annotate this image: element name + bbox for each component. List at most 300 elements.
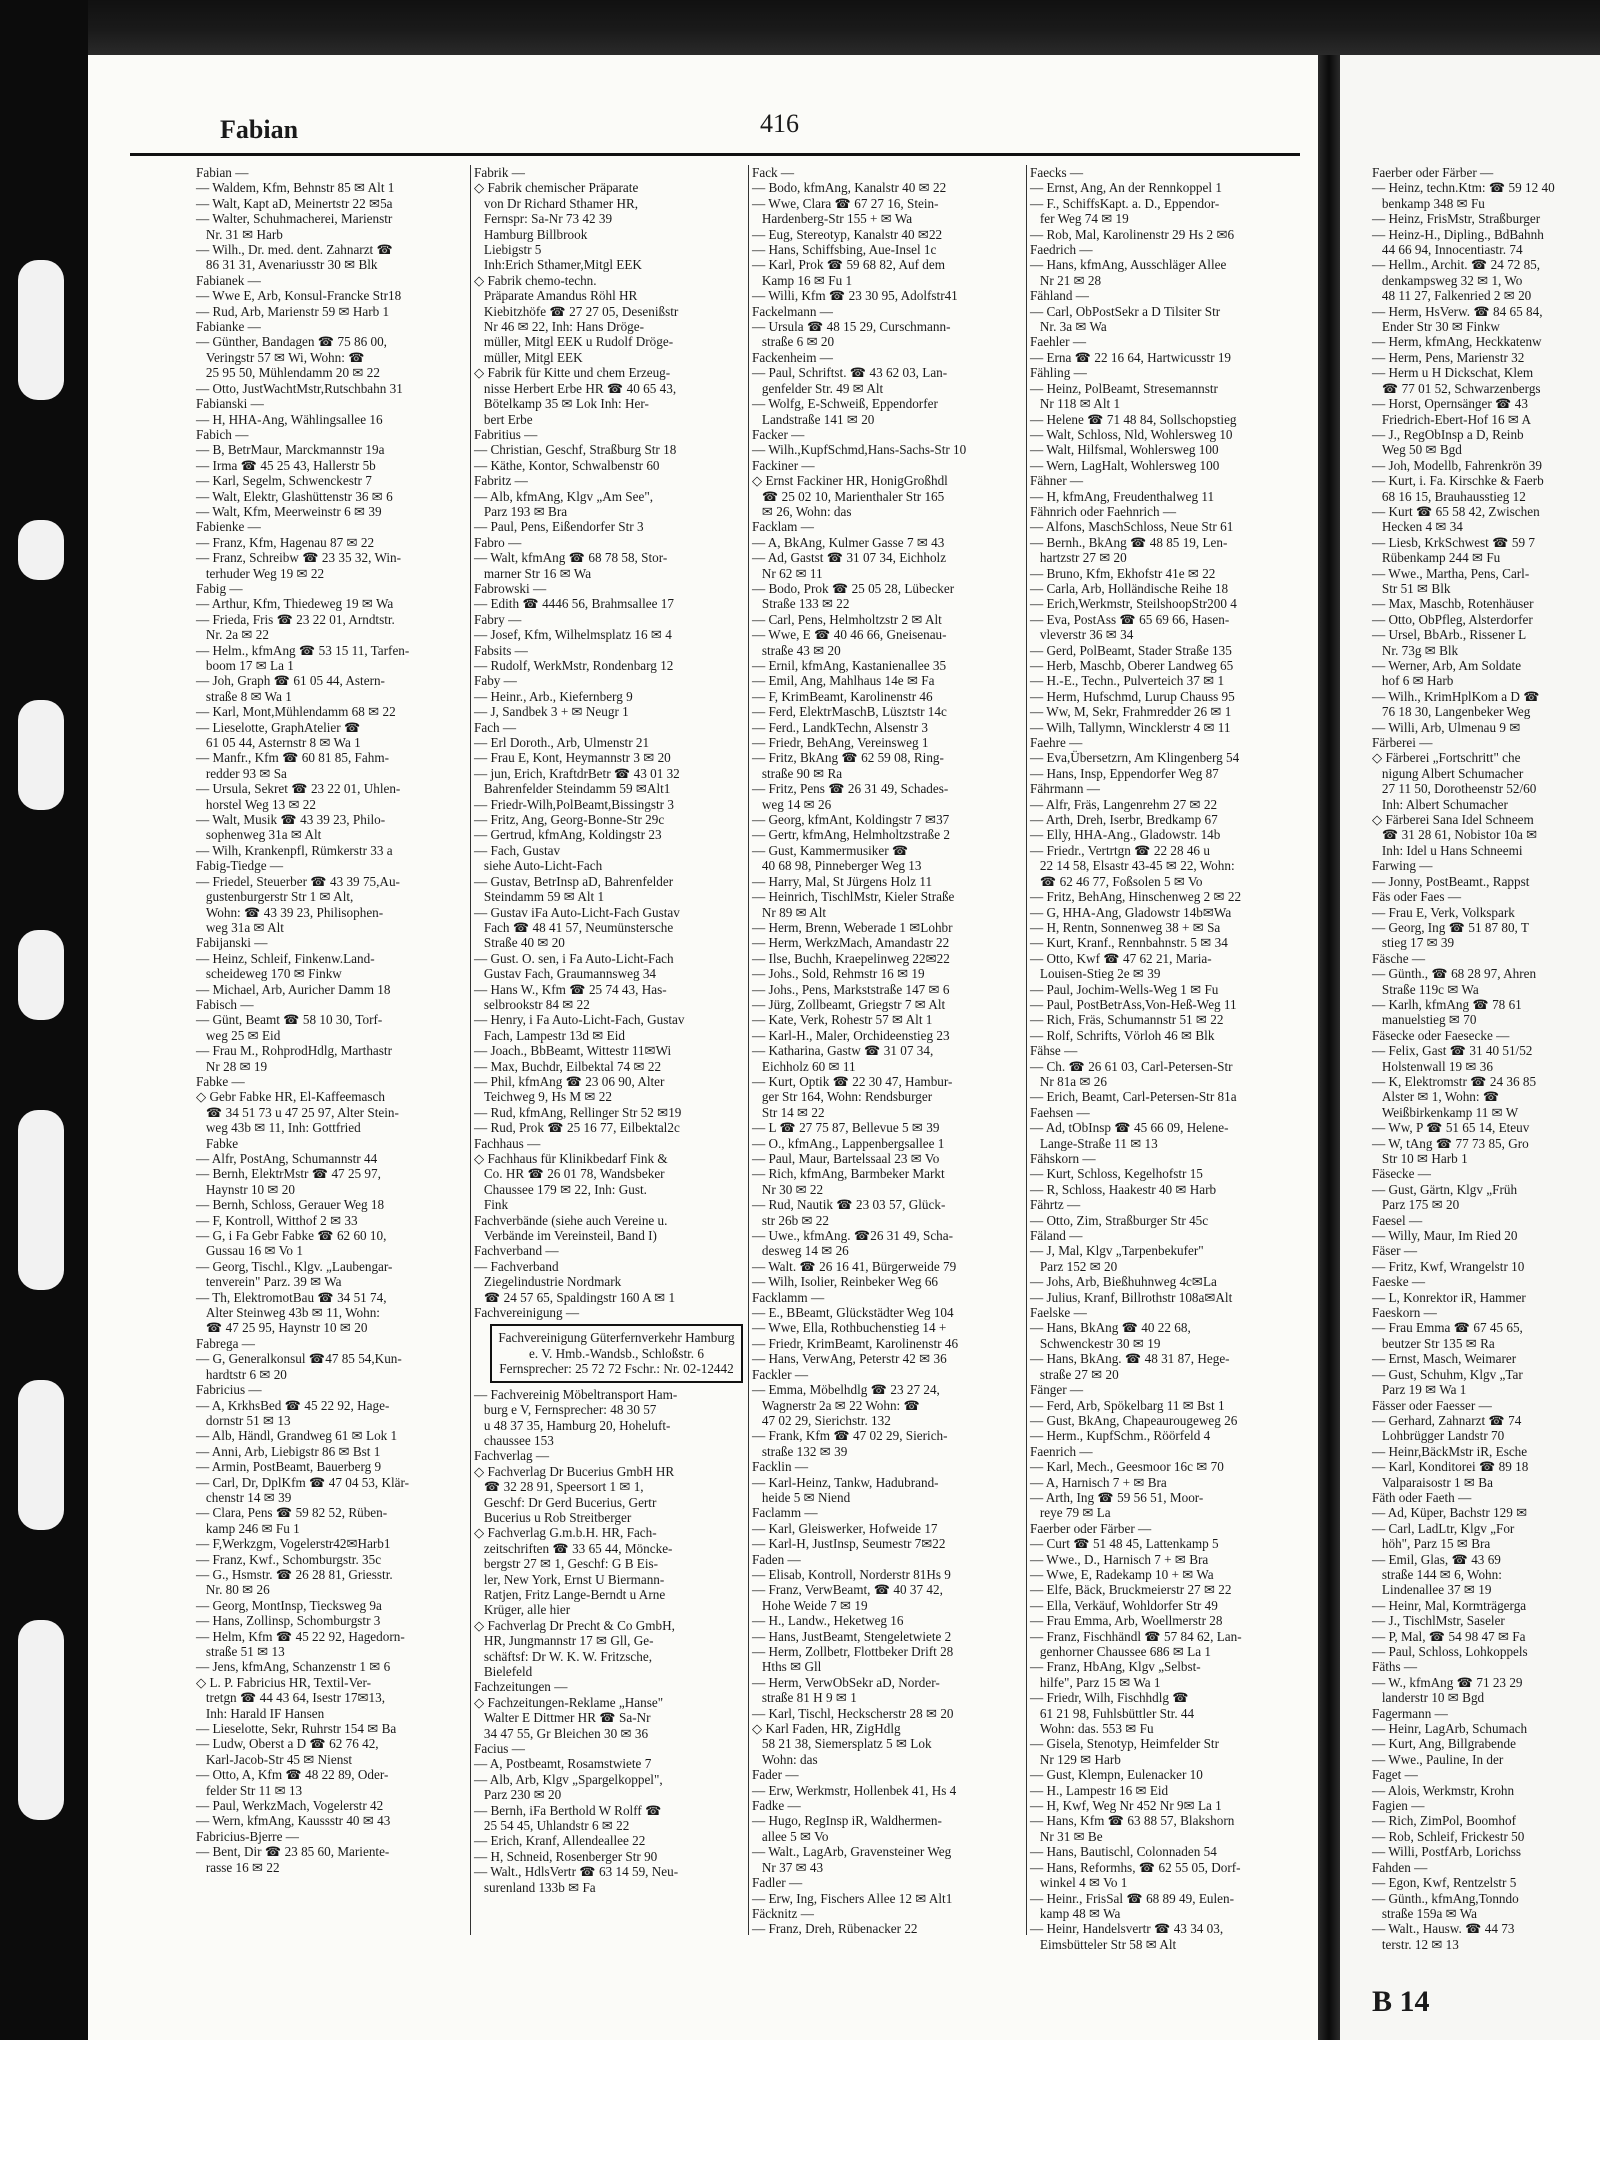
directory-entry: — Ludw, Oberst a D ☎ 62 76 42,: [196, 1736, 379, 1752]
directory-entry: Farwing —: [1372, 858, 1433, 874]
directory-entry: — Bruno, Kfm, Ekhofstr 41e ✉ 22: [1030, 565, 1216, 581]
directory-entry: beutzer Str 135 ✉ Ra: [1372, 1335, 1495, 1351]
directory-entry: — Karlh, kfmAng ☎ 78 61: [1372, 996, 1522, 1012]
directory-entry: Fässer oder Faesser —: [1372, 1397, 1492, 1413]
directory-entry: — Eug, Stereotyp, Kanalstr 40 ✉22: [752, 226, 943, 242]
directory-entry: — Walt, Kapt aD, Meinertstr 22 ✉5a: [196, 195, 393, 211]
directory-entry: — F, KrimBeamt, Karolinenstr 46: [752, 688, 933, 704]
directory-entry: — Ursula, Sekret ☎ 23 22 01, Uhlen-: [196, 781, 401, 797]
directory-entry: — Gust, Klempn, Eulenacker 10: [1030, 1767, 1203, 1783]
directory-entry: — Karl, Gleiswerker, Hofweide 17: [752, 1520, 938, 1536]
directory-entry: — J., RegObInsp a D, Reinb: [1372, 426, 1524, 442]
directory-entry: chaussee 153: [474, 1432, 554, 1448]
directory-entry: — Friedel, Steuerber ☎ 43 39 75,Au-: [196, 873, 400, 889]
directory-entry: — H.-E., Techn., Pulverteich 37 ✉ 1: [1030, 673, 1225, 689]
directory-entry: allee 5 ✉ Vo: [752, 1828, 829, 1844]
directory-entry: Kamp 16 ✉ Fu 1: [752, 272, 853, 288]
directory-entry: — Ww, M, Sekr, Frahmredder 26 ✉ 1: [1030, 704, 1232, 720]
directory-entry: Fachvereinigung Güterfernverkehr Hamburg e. V. Hmb.-Wandsb., Schloßstr. 6 Fernsprecher: 25 72 72 Fschr.: Nr. 02-12442: [490, 1324, 743, 1382]
directory-entry: von Dr Richard Sthamer HR,: [474, 195, 639, 211]
directory-entry: genfelder Str. 49 ✉ Alt: [752, 380, 884, 396]
directory-entry: — Eva,Übersetzrn, Am Klingenberg 54: [1030, 750, 1240, 766]
directory-entry: — Wwe, E ☎ 40 46 66, Gneisenau-: [752, 627, 947, 643]
directory-entry: — Herm u H Dickschat, Klem: [1372, 365, 1534, 381]
directory-entry: zeitschriften ☎ 33 65 44, Möncke-: [474, 1540, 673, 1556]
directory-entry: Haynstr 10 ✉ 20: [196, 1181, 295, 1197]
directory-entry: straße 159a ✉ Wa: [1372, 1905, 1477, 1921]
directory-entry: kamp 48 ✉ Wa: [1030, 1905, 1121, 1921]
directory-entry: hardtstr 6 ✉ 20: [196, 1366, 287, 1382]
directory-entry: — Hans, JustBeamt, Stengeletwiete 2: [752, 1628, 952, 1644]
directory-entry: — Willy, Maur, Im Ried 20: [1372, 1228, 1518, 1244]
directory-entry: Faeske —: [1372, 1274, 1426, 1290]
directory-entry: — Felix, Gast ☎ 31 40 51/52: [1372, 1043, 1533, 1059]
directory-entry: Parz 175 ✉ 20: [1372, 1197, 1460, 1213]
directory-entry: — Gerd, PolBeamt, Stader Straße 135: [1030, 642, 1232, 658]
directory-entry: — Emil, Glas, ☎ 43 69: [1372, 1551, 1501, 1567]
directory-entry: Lohbrügger Landstr 70: [1372, 1428, 1505, 1444]
directory-entry: — Gust, BkAng, Chapeaurougeweg 26: [1030, 1412, 1238, 1428]
directory-entry: — Gustav iFa Auto-Licht-Fach Gustav: [474, 904, 680, 920]
directory-entry: — Hans, Reformhs, ☎ 62 55 05, Dorf-: [1030, 1859, 1241, 1875]
directory-entry: — Anni, Arb, Liebigstr 86 ✉ Bst 1: [196, 1443, 381, 1459]
directory-entry: 76 18 30, Langenbeker Weg: [1372, 704, 1531, 720]
directory-entry: ◇ Fabrik chemischer Präparate: [474, 180, 639, 196]
directory-entry: — H, HHA-Ang, Wählingsallee 16: [196, 411, 383, 427]
directory-entry: — Frieda, Fris ☎ 23 22 01, Arndtstr.: [196, 611, 395, 627]
directory-entry: Faesel —: [1372, 1212, 1423, 1228]
directory-entry: Nr 46 ✉ 22, Inh: Hans Dröge-: [474, 319, 645, 335]
directory-entry: redder 93 ✉ Sa: [196, 765, 287, 781]
directory-entry: weg 14 ✉ 26: [752, 796, 832, 812]
directory-entry: — Karl, Konditorei ☎ 89 18: [1372, 1459, 1529, 1475]
directory-entry: 68 16 15, Brauhausstieg 12: [1372, 488, 1526, 504]
directory-entry: — Curt ☎ 51 48 45, Lattenkamp 5: [1030, 1536, 1219, 1552]
directory-entry: Faecks —: [1030, 165, 1084, 180]
directory-entry: ◇ Färberei „Fortschritt" che: [1372, 750, 1521, 766]
directory-entry: — Heinz, techn.Ktm: ☎ 59 12 40: [1372, 180, 1555, 196]
directory-entry: — L ☎ 27 75 87, Bellevue 5 ✉ 39: [752, 1120, 940, 1136]
binding-mark: [18, 1110, 64, 1290]
directory-entry: Fähland —: [1030, 288, 1089, 304]
directory-entry: burg e V, Fernsprecher: 48 30 57: [474, 1402, 657, 1418]
directory-entry: Eichholz 60 ✉ 11: [752, 1058, 856, 1074]
directory-entry: straße 144 ✉ 6, Wohn:: [1372, 1566, 1502, 1582]
directory-entry: Alster ✉ 1, Wohn: ☎: [1372, 1089, 1500, 1105]
directory-entry: — Alb, kfmAng, Klgv „Am See",: [474, 488, 654, 504]
directory-entry: — Günt, Beamt ☎ 58 10 30, Torf-: [196, 1012, 383, 1028]
directory-entry: Co. HR ☎ 26 01 78, Wandsbeker: [474, 1166, 665, 1182]
directory-entry: Fackelmann —: [752, 303, 833, 319]
directory-entry: — Joh, Modellb, Fahrenkrön 39: [1372, 457, 1542, 473]
directory-entry: ☎ 25 02 10, Marienthaler Str 165: [752, 488, 945, 504]
directory-entry: ◇ Karl Faden, HR, ZigHdlg: [752, 1721, 901, 1737]
directory-entry: ◇ Fachzeitungen-Reklame „Hanse": [474, 1694, 664, 1710]
directory-entry: Verbände im Vereinsteil, Band I): [474, 1228, 657, 1244]
directory-entry: — Hans, BkAng. ☎ 48 31 87, Hege-: [1030, 1351, 1230, 1367]
directory-entry: Fabke —: [196, 1073, 245, 1089]
directory-entry: — Georg, MontInsp, Tiecksweg 9a: [196, 1597, 382, 1613]
directory-entry: — Walt, Kfm, Meerweinstr 6 ✉ 39: [196, 503, 382, 519]
directory-entry: — Hans, BkAng ☎ 40 22 68,: [1030, 1320, 1191, 1336]
directory-entry: — Herm, Hufschmd, Lurup Chauss 95: [1030, 688, 1235, 704]
directory-entry: Ratjen, Fritz Lange-Berndt u Arne: [474, 1586, 666, 1602]
directory-entry: Fachverbände (siehe auch Vereine u.: [474, 1212, 668, 1228]
directory-entry: — Hugo, RegInsp iR, Waldhermen-: [752, 1813, 942, 1829]
directory-entry: — Wern, LagHalt, Wohlersweg 100: [1030, 457, 1220, 473]
directory-entry: — Friedr., Vertrtgn ☎ 22 28 46 u: [1030, 842, 1210, 858]
directory-entry: — Ernst, Ang, An der Rennkoppel 1: [1030, 180, 1222, 196]
directory-entry: ☎ 24 57 65, Spaldingstr 160 A ✉ 1: [474, 1289, 676, 1305]
directory-entry: ◇ Fachverlag Dr Precht & Co GmbH,: [474, 1617, 675, 1633]
directory-entry: Fach, Lampestr 13d ✉ Eid: [474, 1027, 625, 1043]
directory-entry: — Johs., Sold, Rehmstr 16 ✉ 19: [752, 966, 925, 982]
directory-entry: benkamp 348 ✉ Fu: [1372, 195, 1485, 211]
directory-entry: — Rolf, Schrifts, Vörloh 46 ✉ Blk: [1030, 1027, 1215, 1043]
directory-entry: — Franz, Kfm, Hagenau 87 ✉ 22: [196, 534, 375, 550]
directory-entry: — Wilh.,KupfSchmd,Hans-Sachs-Str 10: [752, 442, 967, 458]
directory-entry: bert Erbe: [474, 411, 533, 427]
directory-entry: ler, New York, Ernst U Biermann-: [474, 1571, 665, 1587]
directory-entry: — Karl, Tischl, Heckscherstr 28 ✉ 20: [752, 1705, 954, 1721]
binding-mark: [18, 700, 64, 810]
directory-entry: — Heinz-H., Dipling., BdBahnh: [1372, 226, 1544, 242]
directory-entry: — Paul, Maur, Bartelssaal 23 ✉ Vo: [752, 1151, 940, 1166]
directory-entry: — Erich, Kranf, Allendeallee 22: [474, 1833, 646, 1849]
directory-entry: — Kurt, i. Fa. Kirschke & Faerb: [1372, 473, 1544, 489]
directory-entry: — Ferd, Arb, Spökelbarg 11 ✉ Bst 1: [1030, 1397, 1225, 1413]
directory-entry: — Fachverband: [474, 1258, 559, 1274]
directory-entry: — Herm, WerkzMach, Amandastr 22: [752, 935, 950, 951]
directory-entry: — Ernst, Masch, Weimarer: [1372, 1351, 1517, 1367]
directory-entry: — O., kfmAng., Lappenbergsallee 1: [752, 1135, 945, 1151]
directory-entry: 22 14 58, Elsastr 43-45 ✉ 22, Wohn:: [1030, 858, 1235, 874]
directory-entry: — Heinrich, TischlMstr, Kieler Straße: [752, 889, 955, 905]
directory-entry: Wohn: das. 553 ✉ Fu: [1030, 1721, 1154, 1737]
directory-entry: nisse Herbert Erbe HR ☎ 40 65 43,: [474, 380, 677, 396]
directory-entry: — Rich, Fräs, Schumannstr 51 ✉ 22: [1030, 1012, 1224, 1028]
directory-entry: 48 11 27, Falkenried 2 ✉ 20: [1372, 288, 1532, 304]
directory-entry: Straße 133 ✉ 22: [752, 596, 850, 612]
directory-entry: — Walt., Hausw. ☎ 44 73: [1372, 1921, 1515, 1937]
page-number: 416: [760, 109, 799, 138]
directory-entry: ☎ 32 28 91, Speersort 1 ✉ 1,: [474, 1479, 644, 1495]
directory-entry: — Bent, Dir ☎ 23 85 60, Mariente-: [196, 1844, 390, 1860]
directory-entry: manuelstieg ✉ 70: [1372, 1012, 1477, 1028]
directory-entry: — Alfons, MaschSchloss, Neue Str 61: [1030, 519, 1234, 535]
directory-entry: ☎ 31 28 61, Nobistor 10a ✉: [1372, 827, 1538, 843]
directory-entry: — Erna ☎ 22 16 64, Hartwicusstr 19: [1030, 349, 1232, 365]
directory-entry: Wagnerstr 2a ✉ 22 Wohn: ☎: [752, 1397, 920, 1413]
directory-entry: — Bodo, kfmAng, Kanalstr 40 ✉ 22: [752, 180, 947, 196]
directory-entry: — Wwe., Pauline, In der: [1372, 1751, 1504, 1767]
directory-entry: Weißbirkenkamp 11 ✉ W: [1372, 1104, 1519, 1120]
directory-entry: Nr. 2a ✉ 22: [196, 627, 269, 643]
directory-entry: horstel Weg 13 ✉ 22: [196, 796, 316, 812]
directory-entry: — Franz, HbAng, Klgv „Selbst-: [1030, 1659, 1201, 1675]
directory-entry: bergstr 27 ✉ 1, Geschf: G B Eis-: [474, 1556, 659, 1572]
directory-entry: — Kurt, Kranf., Rennbahnstr. 5 ✉ 34: [1030, 935, 1228, 951]
directory-entry: — Johs., Pens, Markststraße 147 ✉ 6: [752, 981, 950, 997]
directory-entry: — Erw, Ing, Fischers Allee 12 ✉ Alt1: [752, 1890, 953, 1906]
directory-entry: — Ferd., LandkTechn, Alsenstr 3: [752, 719, 928, 735]
directory-entry: 25 95 50, Mühlendamm 20 ✉ 22: [196, 365, 380, 381]
directory-entry: Straße 119c ✉ Wa: [1372, 981, 1479, 997]
directory-entry: Parz 19 ✉ Wa 1: [1372, 1382, 1467, 1398]
directory-entry: — Wilh., Dr. med. dent. Zahnarzt ☎: [196, 242, 393, 258]
directory-entry: — Franz, Schreibw ☎ 23 35 32, Win-: [196, 550, 402, 566]
directory-entry: Fäsecke —: [1372, 1166, 1431, 1182]
directory-entry: — Walt, Musik ☎ 43 39 23, Philo-: [196, 812, 386, 828]
directory-entry: surenland 133b ✉ Fa: [474, 1879, 596, 1895]
directory-entry: — Karl, Mont,Mühlendamm 68 ✉ 22: [196, 704, 396, 720]
directory-entry: — B, BetrMaur, Marckmannstr 19a: [196, 442, 385, 458]
directory-entry: Fink: [474, 1197, 509, 1213]
directory-entry: Bucerius u Rob Streitberger: [474, 1509, 632, 1525]
directory-entry: Krüger, alle hier: [474, 1602, 571, 1618]
directory-entry: ◇ Fachverlag G.m.b.H. HR, Fach-: [474, 1525, 657, 1541]
directory-entry: — F,Werkzgm, Vogelerstr42✉Harb1: [196, 1536, 391, 1552]
directory-entry: — Arth, Ing ☎ 59 56 51, Moor-: [1030, 1489, 1204, 1505]
directory-entry: — Heinr,BäckMstr iR, Esche: [1372, 1443, 1528, 1459]
directory-entry: — Otto, Zim, Straßburger Str 45c: [1030, 1212, 1209, 1228]
directory-entry: winkel 4 ✉ Vo 1: [1030, 1875, 1128, 1891]
directory-entry: Fack —: [752, 165, 795, 180]
directory-entry: — Otto, JustWachtMstr,Rutschbahn 31: [196, 380, 403, 396]
directory-entry: Straße 40 ✉ 20: [474, 935, 565, 951]
directory-entry: Holstenwall 19 ✉ 36: [1372, 1058, 1493, 1074]
directory-entry: — Frau Emma ☎ 67 45 65,: [1372, 1320, 1523, 1336]
directory-entry: — Friedr-Wilh,PolBeamt,Bissingstr 3: [474, 796, 674, 812]
directory-entry: — Wern, kfmAng, Kaussstr 40 ✉ 43: [196, 1813, 391, 1829]
directory-entry: — Gertr, kfmAng, Helmholtzstraße 2: [752, 827, 950, 843]
directory-entry: Facklin —: [752, 1459, 809, 1475]
directory-entry: straße 27 ✉ 20: [1030, 1366, 1119, 1382]
directory-entry: — H, kfmAng, Freudenthalweg 11: [1030, 488, 1215, 504]
directory-entry: — Frau E, Verk, Volkspark: [1372, 904, 1515, 920]
directory-entry: — Wwe, Clara ☎ 67 27 16, Stein-: [752, 195, 939, 211]
directory-entry: — Walter, Schuhmacherei, Marienstr: [196, 211, 393, 227]
directory-entry: — Karl, Segelm, Schwenckestr 7: [196, 473, 372, 489]
directory-entry: — F, Kontroll, Witthof 2 ✉ 33: [196, 1212, 358, 1228]
directory-entry: Fähnrich oder Faehnrich —: [1030, 503, 1177, 519]
directory-entry: felder Str 11 ✉ 13: [196, 1782, 303, 1798]
directory-entry: Faelske —: [1030, 1305, 1087, 1321]
directory-entry: — Frau M., RohprodHdlg, Marthastr: [196, 1043, 392, 1059]
directory-entry: — Walt., HdlsVertr ☎ 63 14 59, Neu-: [474, 1864, 679, 1880]
directory-entry: — Herm, Brenn, Weberade 1 ✉Lohbr: [752, 919, 953, 935]
directory-entry: — Kurt, Ang, Billgrabende: [1372, 1736, 1516, 1752]
directory-entry: Steindamm 59 ✉ Alt 1: [474, 889, 605, 905]
directory-entry: ☎ 62 46 77, Foßsolen 5 ✉ Vo: [1030, 873, 1203, 889]
directory-entry: Schwenckestr 30 ✉ 19: [1030, 1335, 1161, 1351]
directory-entry: — Otto, A, Kfm ☎ 48 22 89, Oder-: [196, 1767, 389, 1783]
directory-entry: Karl-Jacob-Str 45 ✉ Nienst: [196, 1751, 353, 1767]
directory-entry: — Julius, Kranf, Billrothstr 108a✉Alt: [1030, 1289, 1233, 1305]
directory-entry: — Walt, Elektr, Glashüttenstr 36 ✉ 6: [196, 488, 393, 504]
directory-entry: — Joh, Graph ☎ 61 05 44, Astern-: [196, 673, 385, 689]
directory-entry: kamp 246 ✉ Fu 1: [196, 1520, 300, 1536]
directory-entry: Faehler —: [1030, 334, 1087, 350]
directory-entry: — Waldem, Kfm, Behnstr 85 ✉ Alt 1: [196, 180, 395, 196]
directory-entry: Facker —: [752, 426, 805, 442]
directory-entry: landerstr 10 ✉ Bgd: [1372, 1690, 1485, 1706]
directory-entry: — Gertrud, kfmAng, Koldingstr 23: [474, 827, 662, 843]
directory-entry: — Kate, Verk, Rohestr 57 ✉ Alt 1: [752, 1012, 933, 1028]
directory-entry: ☎ 47 25 95, Haynstr 10 ✉ 20: [196, 1320, 368, 1336]
binding-mark: [18, 1620, 64, 1820]
directory-entry: — Phil, kfmAng ☎ 23 06 90, Alter: [474, 1073, 665, 1089]
directory-entry: — Wwe., Martha, Pens, Carl-: [1372, 565, 1530, 581]
directory-entry: — Gustav, BetrInsp aD, Bahrenfelder: [474, 873, 674, 889]
column-1: [196, 165, 481, 1935]
directory-entry: — Rud, Prok ☎ 25 16 77, Eilbektal2c: [474, 1120, 680, 1136]
directory-entry: Faedrich —: [1030, 242, 1093, 258]
directory-entry: Str 14 ✉ 22: [752, 1104, 825, 1120]
directory-entry: — Wwe., D., Harnisch 7 + ✉ Bra: [1030, 1551, 1209, 1567]
directory-entry: — Hans, Insp, Eppendorfer Weg 87: [1030, 765, 1219, 781]
directory-entry: — H, Schneid, Rosenberger Str 90: [474, 1848, 658, 1864]
directory-entry: tretgn ☎ 44 43 64, Isestr 17✉13,: [196, 1690, 386, 1706]
directory-entry: — Rob, Mal, Karolinenstr 29 Hs 2 ✉6: [1030, 226, 1235, 242]
directory-entry: — Günth., kfmAng,Tonndo: [1372, 1890, 1519, 1906]
directory-entry: reye 79 ✉ La: [1030, 1505, 1111, 1521]
directory-entry: Fabich —: [196, 426, 249, 442]
directory-entry: Fabrik —: [474, 165, 525, 180]
directory-entry: — H., Landw., Heketweg 16: [752, 1613, 904, 1629]
directory-entry: Nr 31 ✉ Be: [1030, 1828, 1103, 1844]
directory-entry: — Horst, Opernsänger ☎ 43: [1372, 396, 1528, 412]
directory-entry: — Josef, Kfm, Wilhelmsplatz 16 ✉ 4: [474, 627, 672, 643]
directory-entry: — Friedr, Wilh, Fischhdlg ☎: [1030, 1690, 1189, 1706]
directory-entry: — Christian, Geschf, Straßburg Str 18: [474, 442, 677, 458]
directory-entry: Faby —: [474, 673, 517, 689]
directory-entry: müller, Mitgl EEK u Rudolf Dröge-: [474, 334, 674, 350]
directory-entry: — Hans, VerwAng, Peterstr 42 ✉ 36: [752, 1351, 947, 1367]
directory-entry: — Heinr, Handelsvertr ☎ 43 34 03,: [1030, 1921, 1224, 1937]
directory-entry: — Alb, Händl, Grandweg 61 ✉ Lok 1: [196, 1428, 398, 1444]
directory-entry: — Ferd, ElektrMaschB, Lüsztstr 14c: [752, 704, 947, 720]
directory-entry: — J, Sandbek 3 + ✉ Neugr 1: [474, 704, 629, 720]
directory-entry: — Wwe E, Arb, Konsul-Francke Str18: [196, 288, 402, 304]
directory-entry: — Max, Buchdr, Eilbektal 74 ✉ 22: [474, 1058, 662, 1074]
directory-entry: — J, Mal, Klgv „Tarpenbekufer": [1030, 1243, 1204, 1259]
directory-entry: Fadke —: [752, 1798, 801, 1814]
directory-entry: — Fritz, Ang, Georg-Bonne-Str 29c: [474, 812, 665, 828]
directory-entry: rasse 16 ✉ 22: [196, 1859, 280, 1875]
page-header: [130, 95, 1300, 156]
directory-entry: 27 11 50, Dorotheenstr 52/60: [1372, 781, 1537, 797]
directory-entry: Fagermann —: [1372, 1705, 1448, 1721]
directory-entry: — P, Mal, ☎ 54 98 47 ✉ Fa: [1372, 1628, 1526, 1644]
directory-entry: — G, Generalkonsul ☎47 85 54,Kun-: [196, 1351, 402, 1367]
directory-entry: chenstr 14 ✉ 39: [196, 1489, 292, 1505]
directory-entry: — Bodo, Prok ☎ 25 05 28, Lübecker: [752, 580, 955, 596]
directory-entry: terstr. 12 ✉ 13: [1372, 1936, 1459, 1952]
directory-entry: heide 5 ✉ Niend: [752, 1489, 851, 1505]
directory-entry: — Frank, Kfm ☎ 47 02 29, Sierich-: [752, 1428, 948, 1444]
directory-entry: Louisen-Stieg 2e ✉ 39: [1030, 966, 1161, 982]
directory-entry: — Fach, Gustav: [474, 842, 561, 858]
directory-entry: Nr 28 ✉ 19: [196, 1058, 268, 1074]
directory-entry: — E., BBeamt, Glückstädter Weg 104: [752, 1305, 954, 1321]
directory-entry: straße 51 ✉ 13: [196, 1644, 285, 1659]
directory-entry: ☎ 34 51 73 u 47 25 97, Alter Stein-: [196, 1104, 399, 1120]
directory-entry: Fäland —: [1030, 1228, 1083, 1244]
directory-entry: — Rich, ZimPol, Boomhof: [1372, 1813, 1516, 1829]
directory-entry: — J., TischlMstr, Saseler: [1372, 1613, 1505, 1629]
directory-entry: — Paul, WerkzMach, Vogelerstr 42: [196, 1798, 384, 1814]
directory-entry: — Clara, Pens ☎ 59 82 52, Rüben-: [196, 1505, 388, 1521]
directory-entry: — Gisela, Stenotyp, Heimfelder Str: [1030, 1736, 1219, 1752]
directory-entry: Bötelkamp 35 ✉ Lok Inh: Her-: [474, 396, 649, 412]
directory-entry: — Erw, Werkmstr, Hollenbek 41, Hs 4: [752, 1782, 957, 1798]
directory-entry: Facklam —: [752, 519, 814, 535]
directory-entry: terhuder Weg 19 ✉ 22: [196, 565, 325, 581]
directory-entry: — Wilh, Krankenpfl, Rümkerstr 33 a: [196, 842, 393, 858]
directory-entry: — Lieselotte, GraphAtelier ☎: [196, 719, 361, 735]
directory-entry: — Hans, Kfm ☎ 63 88 57, Blakshorn: [1030, 1813, 1235, 1829]
directory-entry: denkampsweg 32 ✉ 1, Wo: [1372, 272, 1523, 288]
directory-entry: Fabig-Tiedge —: [196, 858, 284, 874]
directory-entry: Fährmann —: [1030, 781, 1100, 797]
directory-entry: — Heinz, PolBeamt, Stresemannstr: [1030, 380, 1218, 396]
directory-entry: 86 31 31, Avenariusstr 30 ✉ Blk: [196, 257, 378, 273]
directory-entry: Lange-Straße 11 ✉ 13: [1030, 1135, 1158, 1151]
directory-entry: desweg 14 ✉ 26: [752, 1243, 849, 1259]
directory-entry: Fabianski —: [196, 396, 264, 412]
directory-entry: — Bernh., BkAng ☎ 48 85 19, Len-: [1030, 534, 1228, 550]
directory-entry: Wohn: ☎ 43 39 23, Philisophen-: [196, 904, 384, 920]
directory-entry: — Hans, Zollinsp, Schomburgstr 3: [196, 1613, 381, 1629]
directory-entry: — Paul, PostBetrAss,Von-Heß-Weg 11: [1030, 996, 1237, 1012]
directory-entry: — Günth., ☎ 68 28 97, Ahren: [1372, 966, 1537, 982]
column-2: [474, 165, 759, 1935]
directory-entry: — Michael, Arb, Auricher Damm 18: [196, 981, 391, 997]
directory-entry: — Herm, kfmAng, Heckkatenw: [1372, 334, 1542, 350]
directory-entry: gustenburgerstr Str 1 ✉ Alt,: [196, 889, 354, 905]
directory-entry: — Friedr, KrimBeamt, Karolinenstr 46: [752, 1335, 959, 1351]
directory-entry: — Karl-H., Maler, Orchideenstieg 23: [752, 1027, 950, 1043]
directory-entry: Friedrich-Ebert-Hof 16 ✉ A: [1372, 411, 1532, 427]
directory-entry: — Käthe, Kontor, Schwalbenstr 60: [474, 457, 660, 473]
directory-entry: Fäsecke oder Faesecke —: [1372, 1027, 1510, 1043]
directory-entry: 61 21 98, Fuhlsbüttler Str. 44: [1030, 1705, 1195, 1721]
directory-entry: Walter E Dittmer HR ☎ Sa-Nr: [474, 1710, 651, 1726]
directory-entry: — Hans, Bautischl, Colonnaden 54: [1030, 1844, 1217, 1860]
directory-entry: Bahrenfelder Steindamm 59 ✉Alt1: [474, 781, 671, 797]
directory-entry: HR, Jungmannstr 17 ✉ Gll, Ge-: [474, 1633, 654, 1649]
directory-entry: Hecken 4 ✉ 34: [1372, 519, 1463, 535]
binding-mark: [18, 520, 64, 580]
directory-entry: hartzstr 27 ✉ 20: [1030, 550, 1127, 566]
directory-entry: müller, Mitgl EEK: [474, 349, 583, 365]
directory-entry: straße 43 ✉ 20: [752, 642, 841, 658]
directory-entry: ger Str 164, Wohn: Rendsburger: [752, 1089, 933, 1105]
directory-entry: 25 54 45, Uhlandstr 6 ✉ 22: [474, 1818, 630, 1834]
directory-entry: — Henry, i Fa Auto-Licht-Fach, Gustav: [474, 1012, 685, 1028]
directory-entry: — Karl-Heinz, Tankw, Hadubrand-: [752, 1474, 939, 1490]
directory-entry: Fänger —: [1030, 1382, 1084, 1398]
directory-entry: Fäcknitz —: [752, 1905, 814, 1921]
directory-entry: scheideweg 170 ✉ Finkw: [196, 966, 342, 982]
directory-entry: — Hans, Schiffsbing, Aue-Insel 1c: [752, 242, 937, 258]
directory-entry: — A, Harnisch 7 + ✉ Bra: [1030, 1474, 1167, 1490]
directory-entry: Inh:Erich Sthamer,Mitgl EEK: [474, 257, 642, 273]
directory-entry: — Willi, Arb, Ulmenau 9 ✉: [1372, 719, 1521, 735]
directory-entry: — Alfr, PostAng, Schumannstr 44: [196, 1151, 378, 1166]
directory-entry: — Bernh, Schloss, Gerauer Weg 18: [196, 1197, 385, 1213]
